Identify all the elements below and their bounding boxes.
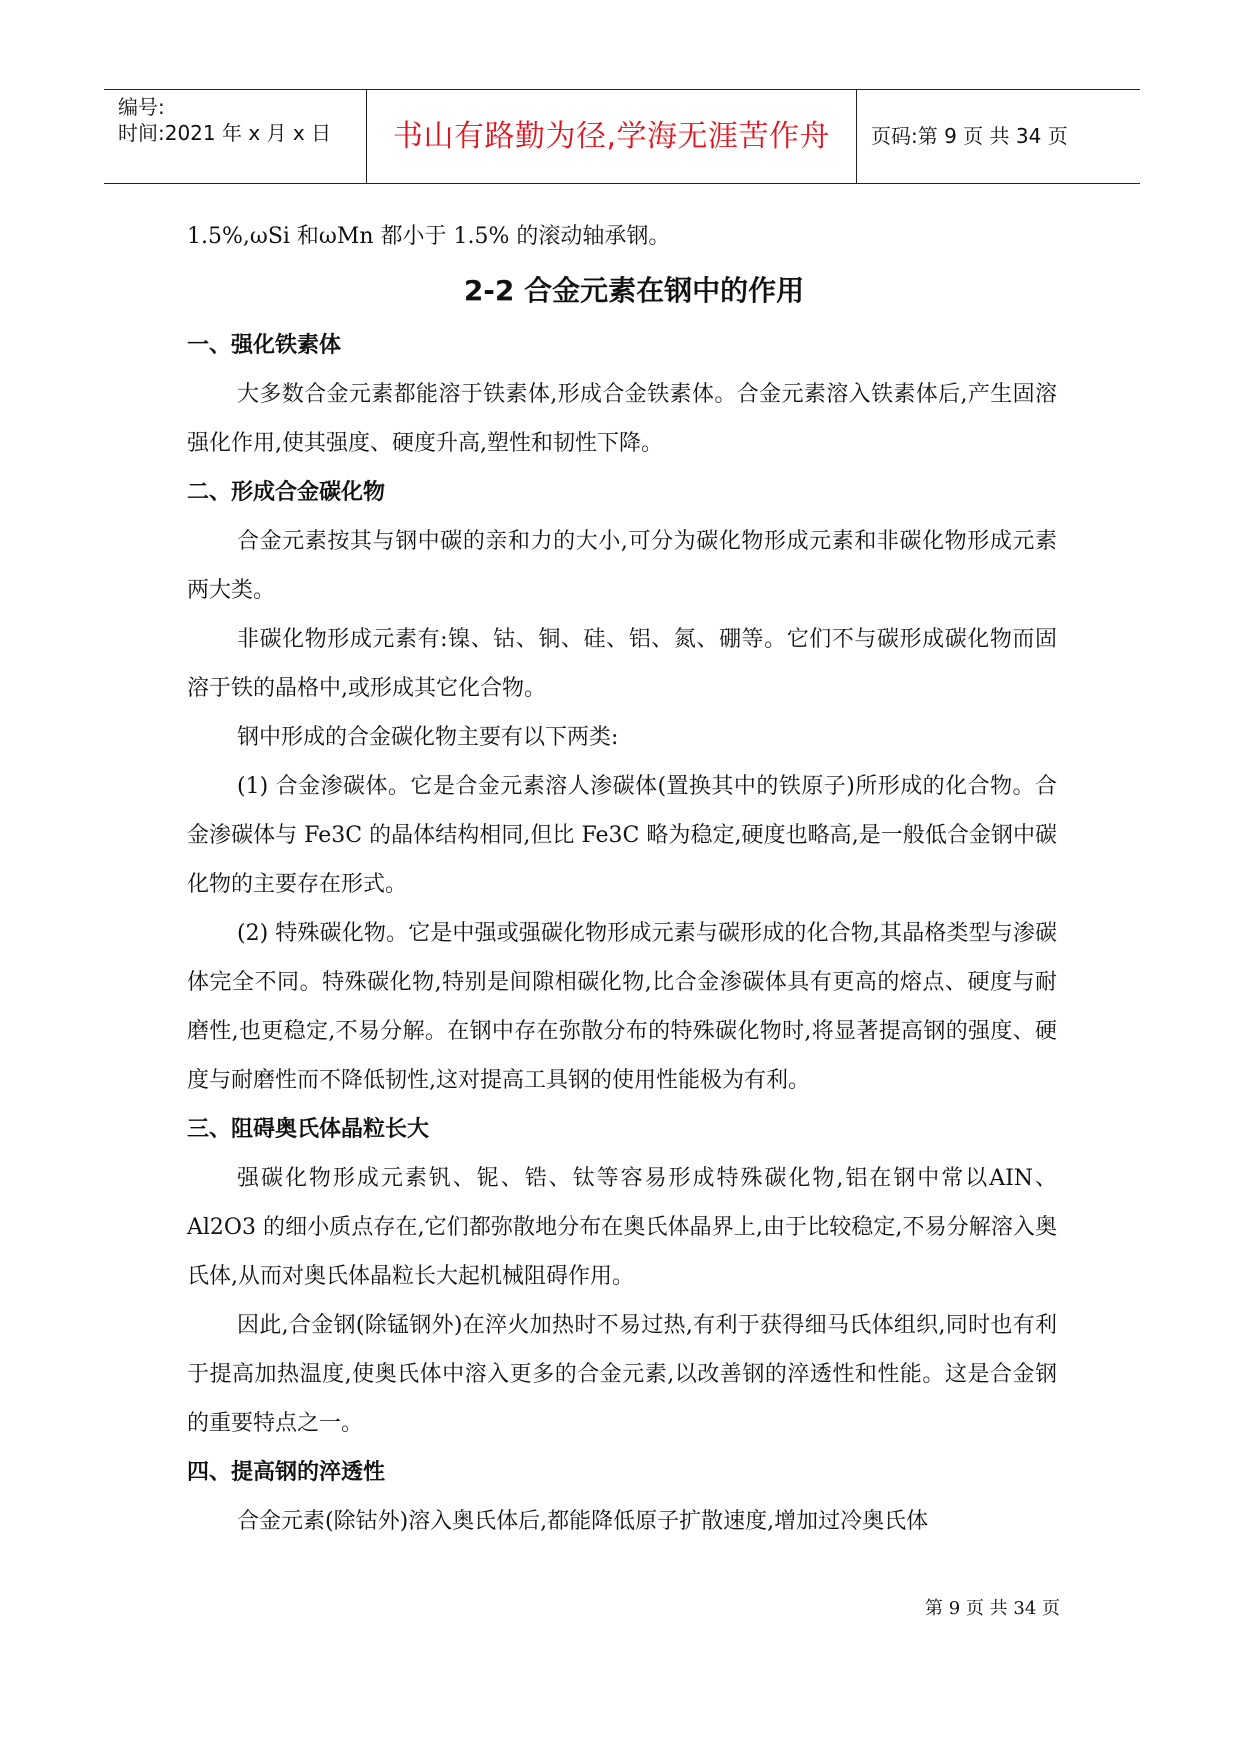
paragraph: 合金元素按其与钢中碳的亲和力的大小,可分为碳化物形成元素和非碳化物形成元素两大类。 bbox=[187, 529, 1057, 603]
paragraph: 强碳化物形成元素钒、铌、锆、钛等容易形成特殊碳化物,铝在钢中常以AIN、Al2O3 的细小质点存在,它们都弥散地分布在奥氏体晶界上,由于比较稳定,不易分解溶入奥氏体,从而对奥氏体晶粒长大起机械阻碍作用。 bbox=[187, 1166, 1057, 1289]
paragraph: (1) 合金渗碳体。它是合金元素溶人渗碳体(置换其中的铁原子)所形成的化合物。合金渗碳体与 Fe3C 的晶体结构相同,但比 Fe3C 略为稳定,硬度也略高,是一般低合金钢中碳化物的主要存在形式。 bbox=[187, 774, 1057, 897]
page-footer: 第 9 页 共 34 页 bbox=[925, 1598, 1060, 1619]
chapter-title: 2-2 合金元素在钢中的作用 bbox=[463, 274, 805, 307]
section-heading: 二、形成合金碳化物 bbox=[187, 480, 386, 505]
section-heading: 三、阻碍奥氏体晶粒长大 bbox=[187, 1117, 430, 1142]
page-header bbox=[104, 89, 1140, 184]
paragraph: 因此,合金钢(除锰钢外)在淬火加热时不易过热,有利于获得细马氏体组织,同时也有利于提高加热温度,使奥氏体中溶入更多的合金元素,以改善钢的淬透性和性能。这是合金钢的重要特点之一。 bbox=[187, 1313, 1057, 1436]
header-left-cell bbox=[104, 90, 367, 183]
paragraph: 合金元素(除钴外)溶入奥氏体后,都能降低原子扩散速度,增加过冷奥氏体 bbox=[237, 1509, 929, 1534]
paragraph: 非碳化物形成元素有:镍、钴、铜、硅、铝、氮、硼等。它们不与碳形成碳化物而固溶于铁的晶格中,或形成其它化合物。 bbox=[187, 627, 1057, 701]
header-motto: 书山有路勤为径,学海无涯苦作舟 bbox=[367, 90, 857, 183]
paragraph: 大多数合金元素都能溶于铁素体,形成合金铁素体。合金元素溶入铁素体后,产生固溶强化作用,使其强度、硬度升高,塑性和韧性下降。 bbox=[187, 382, 1057, 456]
document-body bbox=[187, 212, 1057, 1546]
paragraph: 钢中形成的合金碳化物主要有以下两类: bbox=[237, 725, 619, 750]
section-heading: 四、提高钢的淬透性 bbox=[187, 1460, 386, 1485]
document-number-label: 编号: bbox=[118, 95, 165, 119]
header-page-label: 页码:第 9 页 共 34 页 bbox=[871, 124, 1068, 148]
section-heading: 一、强化铁素体 bbox=[187, 333, 342, 358]
document-time-label: 时间:2021 年 x 月 x 日 bbox=[118, 121, 332, 145]
paragraph: (2) 特殊碳化物。它是中强或强碳化物形成元素与碳形成的化合物,其晶格类型与渗碳体完全不同。特殊碳化物,特别是间隙相碳化物,比合金渗碳体具有更高的熔点、硬度与耐磨性,也更稳定,不易分解。在钢中存在弥散分布的特殊碳化物时,将显著提高钢的强度、硬度与耐磨性而不降低韧性,这对提高工具钢的使用性能极为有利。 bbox=[187, 921, 1057, 1093]
intro-line: 1.5%,ωSi 和ωMn 都小于 1.5% 的滚动轴承钢。 bbox=[187, 224, 671, 249]
